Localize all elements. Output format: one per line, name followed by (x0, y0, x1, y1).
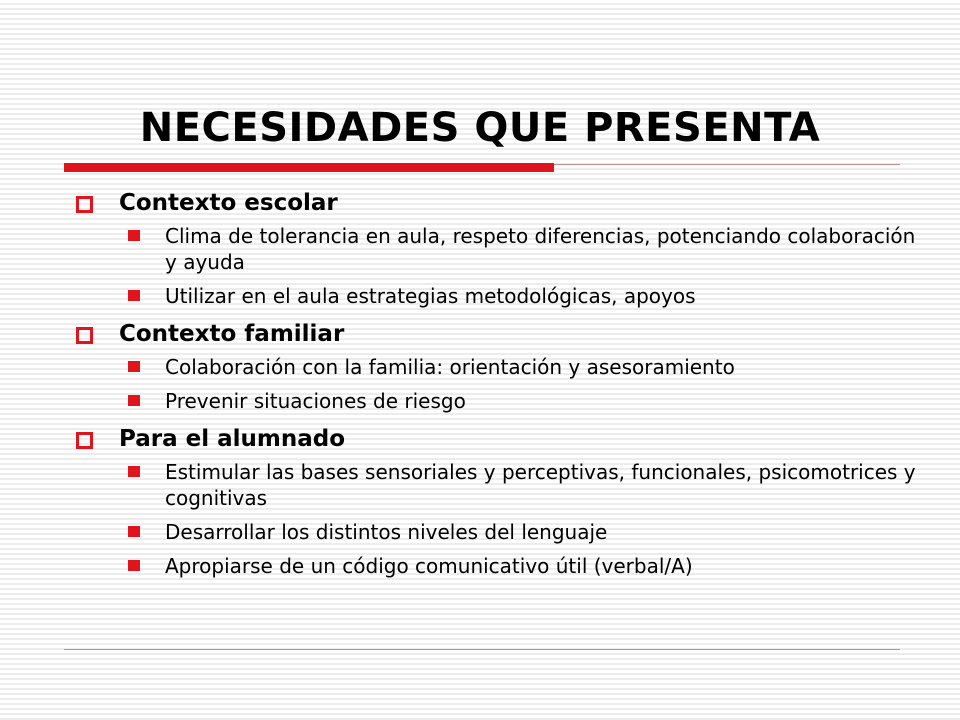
list-item-text: Clima de tolerancia en aula, respeto diferencias, potenciando colaboración y ayuda (165, 224, 916, 274)
section-contexto-familiar (76, 317, 916, 414)
section-heading (76, 186, 916, 220)
list-item (76, 283, 916, 309)
slide-title: NECESIDADES QUE PRESENTA (139, 105, 821, 151)
list-item (76, 553, 916, 579)
section-items (76, 354, 916, 414)
section-items (76, 223, 916, 309)
list-item-text: Utilizar en el aula estrategias metodológicas, apoyos (165, 284, 696, 308)
filled-square-icon (128, 466, 140, 477)
filled-square-icon (128, 560, 140, 571)
section-heading (76, 422, 916, 456)
filled-square-icon (128, 290, 140, 301)
hollow-square-icon (76, 196, 93, 213)
section-contexto-escolar (76, 186, 916, 309)
section-heading-text: Contexto familiar (119, 321, 345, 347)
filled-square-icon (128, 395, 140, 406)
list-item (76, 354, 916, 380)
list-item-text: Apropiarse de un código comunicativo útil (verbal/A) (165, 554, 693, 578)
section-heading-text: Para el alumnado (119, 426, 346, 452)
filled-square-icon (128, 361, 140, 372)
list-item-text: Estimular las bases sensoriales y perceptivas, funcionales, psicomotrices y cognitivas (165, 460, 916, 510)
filled-square-icon (128, 526, 140, 537)
list-item (76, 519, 916, 545)
list-item (76, 223, 916, 275)
list-item-text: Desarrollar los distintos niveles del lenguaje (165, 520, 608, 544)
title-divider-accent (64, 163, 554, 172)
hollow-square-icon (76, 327, 93, 344)
slide-content (76, 186, 916, 587)
bottom-divider (64, 649, 900, 650)
section-heading (76, 317, 916, 351)
list-item-text: Colaboración con la familia: orientación y asesoramiento (165, 355, 735, 379)
filled-square-icon (128, 230, 140, 241)
list-item (76, 388, 916, 414)
hollow-square-icon (76, 432, 93, 449)
section-items (76, 459, 916, 579)
section-heading-text: Contexto escolar (119, 190, 338, 216)
list-item-text: Prevenir situaciones de riesgo (165, 389, 466, 413)
list-item (76, 459, 916, 511)
section-para-el-alumnado (76, 422, 916, 579)
